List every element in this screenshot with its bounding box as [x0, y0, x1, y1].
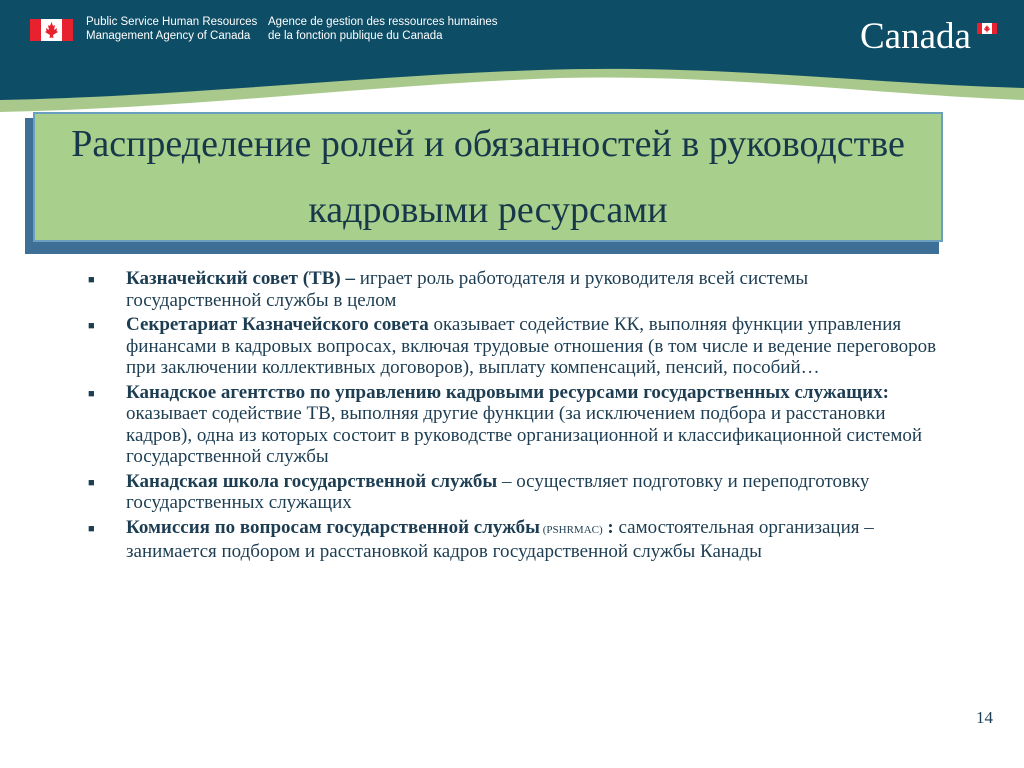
bullet-square-icon: [88, 270, 95, 292]
department-name-fr: [268, 16, 498, 43]
department-name-en: [86, 16, 257, 43]
bullet-bold-colon: :: [602, 516, 614, 538]
bullet-item: [84, 471, 944, 514]
canada-flag-icon: [30, 19, 73, 41]
dept-en-line-2: Management Agency of Canada: [86, 29, 251, 42]
bullet-bold: Казначейский совет (ТВ) –: [126, 268, 355, 289]
wordmark-flag-icon: [977, 23, 997, 34]
bullet-bold: Комиссия по вопросам государственной службы: [126, 516, 540, 538]
bullet-square-icon: [88, 384, 95, 406]
bullet-bold: Секретариат Казначейского совета: [126, 314, 429, 335]
bullet-square-icon: [88, 473, 95, 495]
dept-fr-line-2: de la fonction publique du Canada: [268, 29, 443, 42]
bullet-text: оказывает содействие ТВ, выполняя другие функции (за исключением подбора и расстановки кадров), одна из которых состоит в руководстве организационной и классификационной системой государственной службы: [126, 403, 923, 467]
bullet-bold: Канадская школа государственной службы: [126, 470, 498, 492]
bullet-item: [84, 382, 944, 468]
bullet-text: оказывает содействие КК, выполняя функции управления финансами в кадровых вопросах, включая трудовые отношения (в том числе и ведение переговоров при заключении коллективных договоров), выплату компенсаций, пенсий, пособий…: [126, 314, 937, 378]
bullet-item: [84, 314, 944, 379]
title-box: [33, 112, 943, 242]
dept-en-line-1: Public Service Human Resources: [86, 16, 258, 28]
dept-fr-line-1: Agence de gestion des ressources humaines: [268, 16, 498, 28]
bullet-text: – осуществляет подготовку и переподготовку государственных служащих: [126, 470, 870, 513]
bullet-text: играет роль работодателя и руководителя всей системы государственной службы в целом: [126, 268, 809, 311]
bullet-bold: Канадское агентство по управлению кадровыми ресурсами государственных служащих:: [126, 381, 889, 403]
bullet-item: [84, 517, 944, 563]
bullet-text: самостоятельная организация – занимается подбором и расстановкой кадров государственной службы Канады: [126, 516, 874, 562]
page-number: 14: [976, 708, 993, 727]
slide-title: Распределение ролей и обязанностей в руководстве кадровыми ресурсами: [71, 123, 905, 231]
bullet-item: [84, 268, 944, 311]
bullet-square-icon: [88, 316, 95, 338]
canada-wordmark: Canada: [860, 16, 971, 57]
bullet-square-icon: [88, 519, 95, 541]
bullet-acronym: (PSHRMAC): [539, 523, 603, 536]
bullet-list: [84, 268, 944, 566]
